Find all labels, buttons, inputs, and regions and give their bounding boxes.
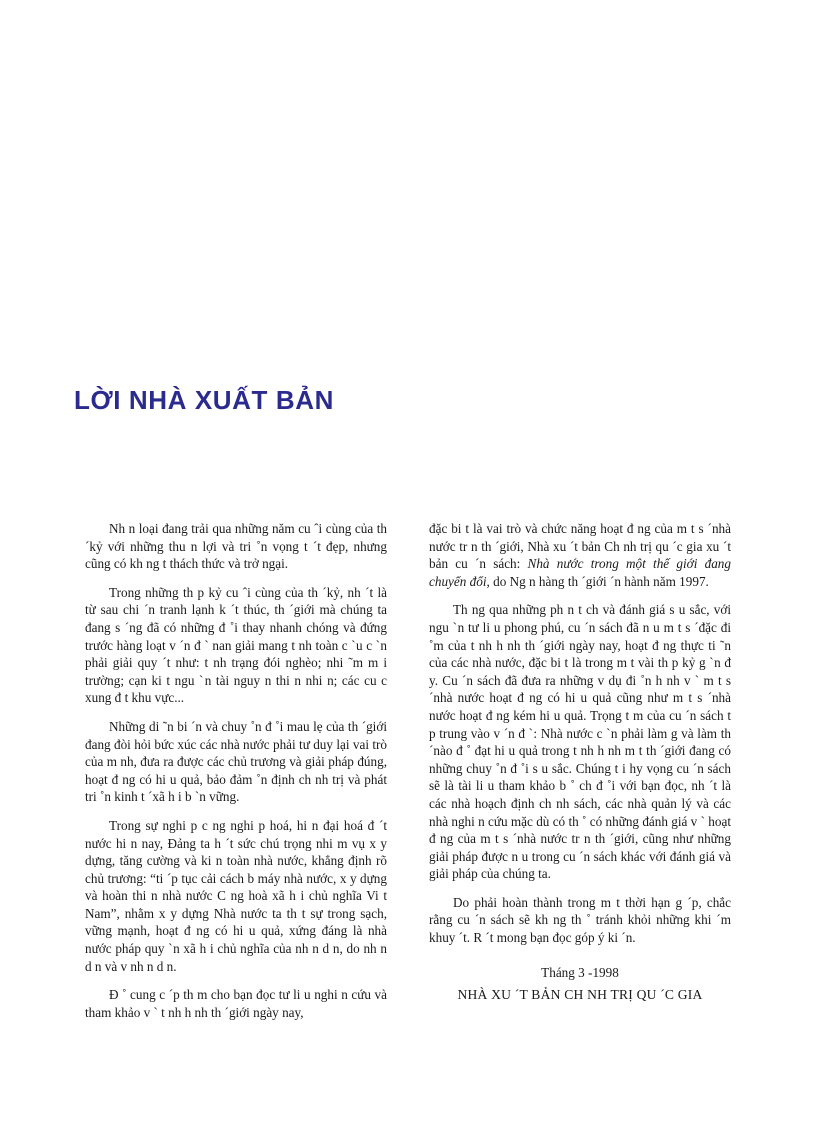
page-title: LỜI NHÀ XUẤT BẢN [74, 385, 334, 416]
signature-date: Tháng 3 -1998 [541, 964, 619, 980]
paragraph: Những di ˜n bi ´n và chuy ˚n đ ˚i mau lẹ của th ´giới đang đòi hỏi bức xúc các nhà nước phải tư duy lại vai trò của m nh, đưa ra được các chủ trương và giải pháp đúng, hoạt đ ng có hi u quả, bảo đảm ˚n định ch nh trị và phát tri ˚n kinh t ´xã h i b ˋn vững. [85, 718, 387, 805]
right-column [429, 520, 731, 1021]
paragraph: Do phải hoàn thành trong m t thời hạn g ´p, chắc rằng cu ´n sách sẽ kh ng th ˚ tránh khỏi những khi ´m khuy ´t. R ´t mong bạn đọc góp ý ki ´n. [429, 894, 731, 946]
signature-organization: NHÀ XU ´T BẢN CH NH TRỊ QU ´C GIA [457, 986, 703, 1002]
book-title: Nhà nước trong một thế giới đang chuyển đổi [429, 556, 731, 589]
paragraph: Th ng qua những ph n t ch và đánh giá s u sắc, với ngu ˋn tư li u phong phú, cu ´n sách đã n u m t s ´đặc đi ˚m của t nh h nh th ´giới ngày nay, hoạt đ ng thực ti ˜n của các nhà nước, đặc bi t là trong m t vài th p kỷ g ˋn đ y. Cu ´n sách đã đưa ra những v dụ đi ˚n h nh v ` m t s ´nhà nước hoạt đ ng có hi u quả cũng như m t s ´nhà nước hoạt đ ng kém hi u quả. Trọng t m của cu ´n sách t p trung vào v ´n đ ˋ: Nhà nước c ˋn phải làm g và làm th ´nào đ ˚ đạt hi u quả trong t nh h nh m t th ´giới đang có những chuy ˚n đ ˚i s u sắc. Chúng t i hy vọng cu ´n sách sẽ là tài li u tham khảo b ˚ ch đ ˚i với bạn đọc, nh ´t là các nhà hoạch định ch nh sách, các nhà quản lý và các nhà nghi n cứu mặc dù có th ˚ có những đánh giá v ` hoạt đ ng của m t s ´nhà nước tr n th ´giới, cũng như những giải pháp được n u trong cu ´n sách khác với đánh giá và giải pháp của chúng ta. [429, 602, 731, 882]
paragraph: Nh n loại đang trải qua những năm cu ˆi cùng của th ´kỷ với những thu n lợi và tri ˚n vọng t ´t đẹp, nhưng cũng có kh ng t thách thức và trở ngại. [85, 521, 387, 572]
left-column [85, 520, 387, 1021]
paragraph-with-book-title [429, 520, 731, 590]
paragraph: Đ ˚ cung c ´p th m cho bạn đọc tư li u nghi n cứu và tham khảo v ` t nh h nh th ´giới ngày nay, [85, 987, 387, 1020]
paragraph-run: , do Ng n hàng th ´giới ´n hành năm 1997. [486, 573, 709, 589]
paragraph-run: đặc bi t là vai trò và chức năng hoạt đ ng của m t s ´nhà nước tr n th ´giới, Nhà xu ´t bản Ch nh trị qu ´c gia xu ´t bản cu ´n sách: [429, 521, 731, 572]
paragraph: Trong những th p kỷ cu ˆi cùng của th ´kỷ, nh ´t là từ sau chi ´n tranh lạnh k ´t thúc, th ´giới mà chúng ta đang s ´ng đã có những đ ˚i thay nhanh chóng và đứng trước hàng loạt v ´n đ ` nan giải mang t nh toàn c ˋu c ˋn phải giải quy ´t như: t nh trạng đói nghèo; nhi ˜m m i trường; cạn ki t ngu ˋn tài nguy n thi n nhi n; các cu c xung đ t khu vực... [85, 584, 387, 706]
signature-block [429, 963, 731, 1005]
body-columns [85, 520, 731, 1021]
paragraph: Trong sự nghi p c ng nghi p hoá, hi n đại hoá đ ´t nước hi n nay, Đảng ta h ´t sức chú trọng nhi m vụ x y dựng, tăng cường và ki n toàn nhà nước, khẳng định rõ chủ trương: “ti ´p tục cải cách b máy nhà nước, x y dựng và hoàn thi n nhà nước C ng hoà xã h i chủ nghĩa Vi t Nam”, nhằm x y dựng Nhà nước ta th t sự trong sạch, vững mạnh, hoạt đ ng có hi u quả, xứng đáng là nhà nước pháp quy ˋn xã h i chủ nghĩa của nh n d n, do nh n d n và v nh n d n. [85, 817, 387, 974]
